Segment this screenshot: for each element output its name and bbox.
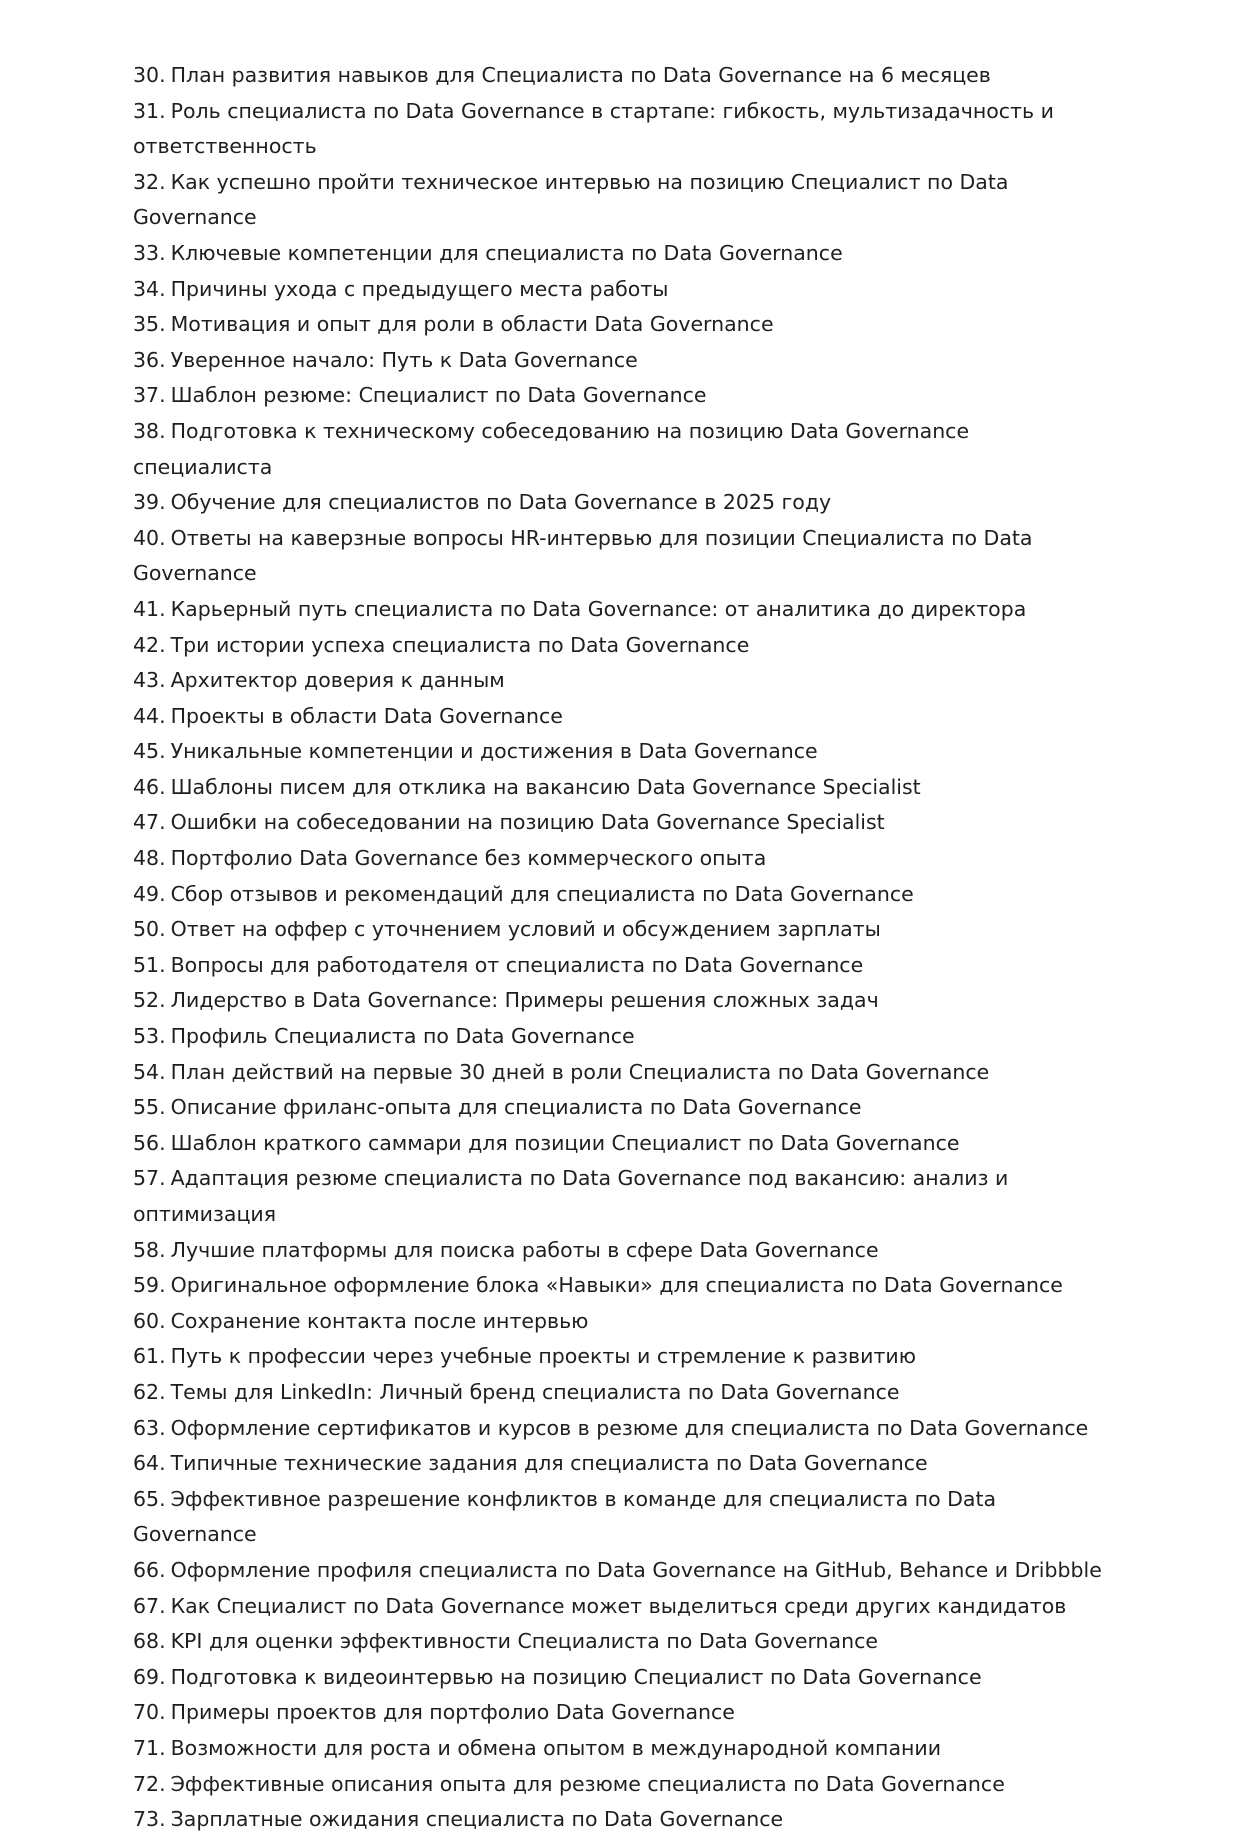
toc-item-number: 64. [133,1451,166,1476]
toc-item-title: Уверенное начало: Путь к Data Governance [170,347,638,372]
toc-item-number: 55. [133,1095,166,1120]
toc-item [133,307,1113,343]
toc-item [133,1446,1113,1482]
toc-item-title: Лучшие платформы для поиска работы в сфере Data Governance [170,1237,879,1262]
toc-item-number: 59. [133,1273,166,1298]
toc-item [133,1019,1113,1055]
toc-item-number: 49. [133,881,166,906]
toc-item [133,236,1113,272]
toc-item-number: 63. [133,1415,166,1440]
toc-item [133,948,1113,984]
toc-item [133,1553,1113,1589]
toc-item-number: 68. [133,1629,166,1654]
toc-item-title: Зарплатные ожидания специалиста по Data Governance [170,1807,784,1832]
toc-item-number: 57. [133,1166,166,1191]
toc-item-number: 50. [133,917,166,942]
toc-item-number: 37. [133,383,166,408]
toc-item-number: 62. [133,1379,166,1404]
toc-item [133,1126,1113,1162]
toc-item [133,378,1113,414]
toc-item-title: Уникальные компетенции и достижения в Data Governance [170,739,818,764]
toc-item [133,592,1113,628]
toc-item-number: 30. [133,63,166,87]
toc-item-number: 35. [133,312,166,337]
toc-item-number: 40. [133,525,166,550]
toc-item-title: Портфолио Data Governance без коммерческого опыта [170,846,767,871]
toc-item-number: 31. [133,98,166,123]
toc-item [133,1411,1113,1447]
toc-item [133,1161,1113,1232]
toc-item-number: 48. [133,846,166,871]
toc-item-title: Карьерный путь специалиста по Data Governance: от аналитика до директора [170,596,1027,621]
toc-item-title: Архитектор доверия к данным [170,668,505,693]
toc-item [133,1090,1113,1126]
toc-item-number: 42. [133,632,166,657]
toc-item-number: 66. [133,1557,166,1582]
toc-item-title: Примеры проектов для портфолио Data Governance [170,1700,735,1725]
toc-item-title: Шаблоны писем для отклика на вакансию Data Governance Specialist [170,774,921,799]
toc-item [133,628,1113,664]
toc-item-number: 33. [133,240,166,265]
toc-item-title: Типичные технические задания для специалиста по Data Governance [170,1451,928,1476]
toc-item [133,1767,1113,1803]
toc-item [133,58,1113,94]
toc-item-title: План развития навыков для Специалиста по Data Governance на 6 месяцев [170,63,991,87]
toc-item-title: Подготовка к видеоинтервью на позицию Специалист по Data Governance [170,1664,982,1689]
toc-item-title: Как Специалист по Data Governance может выделиться среди других кандидатов [170,1593,1067,1618]
toc-item [133,1731,1113,1767]
toc-item-title: Оформление профиля специалиста по Data Governance на GitHub, Behance и Dribbble [170,1557,1102,1582]
toc-item-title: Возможности для роста и обмена опытом в международной компании [170,1735,942,1760]
toc-item-number: 36. [133,347,166,372]
toc-item-number: 73. [133,1807,166,1832]
toc-item [133,521,1113,592]
toc-item [133,699,1113,735]
toc-item-number: 45. [133,739,166,764]
toc-item-number: 39. [133,490,166,515]
toc-item [133,1695,1113,1731]
toc-item [133,1589,1113,1625]
toc-item-title: Шаблон резюме: Специалист по Data Governance [170,383,707,408]
toc-item-number: 72. [133,1771,166,1796]
toc-item-title: Мотивация и опыт для роли в области Data Governance [170,312,774,337]
toc-item-number: 67. [133,1593,166,1618]
toc-item-title: Ошибки на собеседовании на позицию Data Governance Specialist [170,810,885,835]
toc-item [133,1304,1113,1340]
toc-item [133,165,1113,236]
toc-item-number: 71. [133,1735,166,1760]
toc-item-number: 46. [133,774,166,799]
toc-item-number: 43. [133,668,166,693]
toc-item [133,1268,1113,1304]
toc-item [133,414,1113,485]
toc-item [133,805,1113,841]
toc-item-title: Оригинальное оформление блока «Навыки» для специалиста по Data Governance [170,1273,1063,1298]
toc-item-title: Ответы на каверзные вопросы HR-интервью для позиции Специалиста по Data Governance [133,525,1033,586]
toc-item-title: Профиль Специалиста по Data Governance [170,1024,635,1049]
toc-item-title: Причины ухода с предыдущего места работы [170,276,669,301]
toc-item [133,1624,1113,1660]
toc-item [133,663,1113,699]
toc-item-number: 34. [133,276,166,301]
toc-item-title: Обучение для специалистов по Data Governance в 2025 году [170,490,832,515]
toc-item [133,1482,1113,1553]
toc-item [133,1233,1113,1269]
toc-item [133,877,1113,913]
toc-item-title: Лидерство в Data Governance: Примеры решения сложных задач [170,988,879,1013]
toc-item [133,1375,1113,1411]
toc-item [133,912,1113,948]
toc-item-title: Роль специалиста по Data Governance в стартапе: гибкость, мультизадачность и ответственность [133,98,1054,159]
toc-item [133,94,1113,165]
toc-item-title: Ключевые компетенции для специалиста по Data Governance [170,240,843,265]
toc-item-number: 47. [133,810,166,835]
toc-item-title: Сохранение контакта после интервью [170,1308,589,1333]
toc-item-number: 58. [133,1237,166,1262]
toc-item-title: Эффективные описания опыта для резюме специалиста по Data Governance [170,1771,1005,1796]
toc-item-title: Проекты в области Data Governance [170,703,563,728]
toc-item-title: План действий на первые 30 дней в роли Специалиста по Data Governance [170,1059,990,1084]
toc-item-title: Эффективное разрешение конфликтов в команде для специалиста по Data Governance [133,1486,997,1547]
toc-item-number: 54. [133,1059,166,1084]
toc-item-title: Подготовка к техническому собеседованию на позицию Data Governance специалиста [133,418,970,479]
toc-item [133,1339,1113,1375]
toc-item-number: 70. [133,1700,166,1725]
toc-item-number: 65. [133,1486,166,1511]
toc-item-title: Темы для LinkedIn: Личный бренд специалиста по Data Governance [170,1379,900,1404]
toc-item [133,1055,1113,1091]
toc-item [133,343,1113,379]
toc-item-title: Оформление сертификатов и курсов в резюме для специалиста по Data Governance [170,1415,1089,1440]
toc-item-number: 44. [133,703,166,728]
toc-item-number: 32. [133,169,166,194]
toc-item-title: Три истории успеха специалиста по Data Governance [170,632,750,657]
toc-item [133,734,1113,770]
toc-item-number: 51. [133,952,166,977]
toc-item-title: Как успешно пройти техническое интервью на позицию Специалист по Data Governance [133,169,1009,230]
toc-item [133,983,1113,1019]
table-of-contents [133,58,1113,1838]
toc-item-title: Вопросы для работодателя от специалиста по Data Governance [170,952,864,977]
toc-item-title: Адаптация резюме специалиста по Data Governance под вакансию: анализ и оптимизация [133,1166,1009,1226]
toc-item-number: 52. [133,988,166,1013]
toc-item [133,841,1113,877]
toc-item [133,1660,1113,1696]
toc-item-title: Путь к профессии через учебные проекты и стремление к развитию [170,1344,916,1369]
toc-item-number: 56. [133,1130,166,1155]
toc-item-title: Ответ на оффер с уточнением условий и обсуждением зарплаты [170,917,881,942]
toc-item-number: 60. [133,1308,166,1333]
toc-item-title: KPI для оценки эффективности Специалиста по Data Governance [170,1629,878,1654]
toc-item [133,272,1113,308]
toc-item-number: 41. [133,596,166,621]
toc-item-number: 38. [133,418,166,443]
toc-item-number: 53. [133,1024,166,1049]
toc-item-number: 61. [133,1344,166,1369]
toc-item-number: 69. [133,1664,166,1689]
toc-item [133,1802,1113,1838]
toc-item-title: Шаблон краткого саммари для позиции Специалист по Data Governance [170,1130,960,1155]
toc-item-title: Сбор отзывов и рекомендаций для специалиста по Data Governance [170,881,914,906]
toc-item-title: Описание фриланс-опыта для специалиста по Data Governance [170,1095,862,1120]
toc-item [133,770,1113,806]
toc-item [133,485,1113,521]
